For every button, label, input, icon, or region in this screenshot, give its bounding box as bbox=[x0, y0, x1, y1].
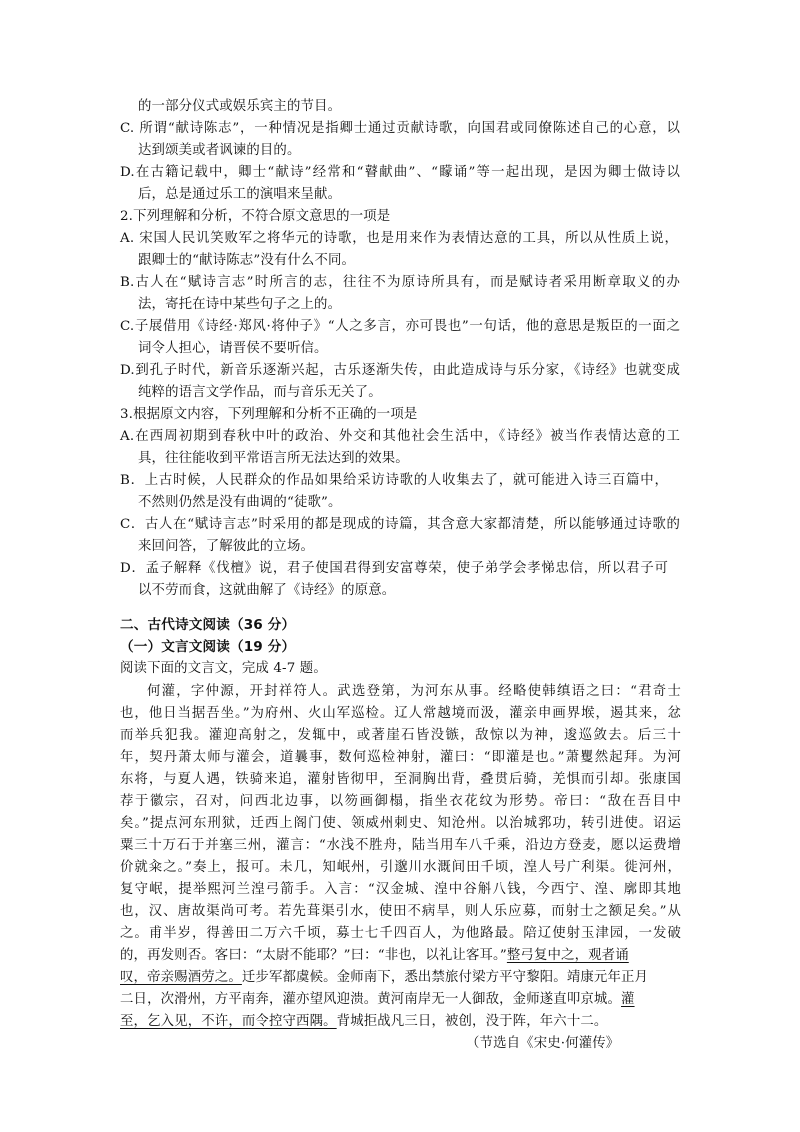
passage-line-10: 复守岷，提举熙河兰湟弓箭手。入言：“汉金城、湟中谷斛八钱，今西宁、湟、廓即其地 bbox=[120, 882, 681, 897]
q3-option-a: A.在西周初期到春秋中叶的政治、外交和其他社会生活中，《诗经》被当作表情达意的工 bbox=[120, 429, 680, 444]
underlined-sentence-1a: 整弓复中之，观者诵 bbox=[506, 948, 629, 963]
underlined-sentence-2b: 至，乞入见，不许，而令控守西隅。 bbox=[120, 1014, 337, 1029]
q3-stem: 3.根据原文内容，下列理解和分析不正确的一项是 bbox=[120, 407, 418, 422]
passage-source: （节选自《宋史·何灌传》 bbox=[466, 1036, 620, 1051]
passage-line-7: 矣。”提点河东刑狱，迁西上阁门使、领威州刺史、知沧州。以治城郛功，转引进使。诏运 bbox=[120, 816, 681, 831]
passage-line-9: 价就籴之。”奏上，报可。未几，知岷州，引邈川水溉间田千顷，湟人号广利渠。徙河州， bbox=[120, 860, 681, 875]
q1-option-d: D.在古籍记载中，卿士“献诗”经常和“瞽献曲”、“矇诵”等一起出现，是因为卿士做诗以 bbox=[120, 165, 680, 180]
passage-line-5: 东将，与夏人遇，铁骑来追，灌射皆彻甲，至洞胸出背，叠贯后骑，羌惧而引却。张康国 bbox=[120, 772, 681, 787]
passage-line-14 bbox=[120, 967, 648, 989]
q3-option-b: B．上古时候，人民群众的作品如果给采访诗歌的人收集去了，就可能进入诗三百篇中， bbox=[120, 473, 668, 488]
passage-line-11: 也，汉、唐故渠尚可考。若先葺渠引水，使田不病旱，则人乐应募，而射士之额足矣。”从 bbox=[120, 904, 681, 919]
passage-line-4: 年，契丹萧太师与灌会，道曩事，数何巡检神射，灌曰：“即灌是也。”萧矍然起拜。为河 bbox=[120, 750, 681, 765]
q1-option-d-cont: 后，总是通过乐工的演唱来呈献。 bbox=[138, 187, 342, 202]
q3-option-d-cont: 以不劳而食，这就曲解了《诗经》的原意。 bbox=[138, 583, 396, 598]
q2-option-d-cont: 纯粹的语言文学作品，而与音乐无关了。 bbox=[138, 385, 382, 400]
underlined-sentence-1b: 叹，帝亲赐酒劳之。 bbox=[120, 970, 242, 985]
q2-option-b-cont: 法，寄托在诗中某些句子之上的。 bbox=[138, 297, 342, 312]
q3-option-c: C．古人在“赋诗言志”时采用的都是现成的诗篇，其含意大家都清楚，所以能够通过诗歌的 bbox=[120, 517, 680, 532]
passage-line-13 bbox=[120, 945, 629, 967]
q2-option-b: B.古人在“赋诗言志”时所言的志，往往不为原诗所具有，而是赋诗者采用断章取义的办 bbox=[120, 275, 680, 290]
q2-stem: 2.下列理解和分析，不符合原文意思的一项是 bbox=[120, 209, 391, 224]
passage-line-3: 而举兵犯我。灌迎高射之，发辄中，或著崖石皆没镞，敌惊以为神，逡巡敛去。后三十 bbox=[120, 728, 681, 743]
passage-line-6: 荐于徽宗，召对，问西北边事，以笏画御榻，指坐衣花纹为形势。帝曰：“敌在吾目中 bbox=[120, 794, 681, 809]
passage-line-15-text: 二日，次滑州，方平南奔，灌亦望风迎溃。黄河南岸无一人御敌，金师遂直叩京城。 bbox=[120, 992, 622, 1007]
q2-option-a-cont: 跟卿士的“献诗陈志”没有什么不同。 bbox=[138, 253, 356, 268]
subsection-heading: （一）文言文阅读（19 分） bbox=[120, 639, 296, 655]
q2-option-c: C.子展借用《诗经·郑风·将仲子》“人之多言，亦可畏也”一句话，他的意思是叛臣的一面之 bbox=[120, 319, 680, 334]
q1-option-c-cont: 达到颂美或者讽谏的目的。 bbox=[138, 143, 301, 158]
passage-line-14-text: 迁步军都虞候。金师南下，悉出禁旅付梁方平守黎阳。靖康元年正月 bbox=[241, 970, 649, 985]
q2-option-a: A. 宋国人民讥笑败军之将华元的诗歌，也是用来作为表情达意的工具，所以从性质上说， bbox=[120, 231, 678, 246]
passage-line-8: 粟三十万石于并塞三州，灌言：“水浅不胜舟，陆当用车八千乘，沿边方登麦，愿以运费增 bbox=[120, 838, 681, 853]
underlined-sentence-2a: 灌 bbox=[621, 992, 635, 1007]
q1-option-c: C. 所谓“献诗陈志”，一种情况是指卿士通过贡献诗歌，向国君或同僚陈述自己的心意，以 bbox=[120, 121, 680, 136]
passage-line-15 bbox=[120, 989, 635, 1011]
passage-line-1: 何灌，字仲源，开封祥符人。武选登第，为河东从事。经略使韩缜语之曰：“君奇士 bbox=[147, 684, 681, 699]
q1-option-b-continuation: 的一部分仪式或娱乐宾主的节目。 bbox=[138, 99, 342, 114]
section-heading: 二、古代诗文阅读（36 分） bbox=[120, 617, 296, 633]
q3-option-b-cont: 不然则仍然是没有曲调的“徒歌”。 bbox=[138, 495, 342, 510]
passage-line-16 bbox=[120, 1011, 607, 1033]
q3-option-c-cont: 来回问答，了解彼此的立场。 bbox=[138, 539, 315, 554]
passage-line-16-text: 背城拒战凡三日，被创，没于阵，年六十二。 bbox=[336, 1014, 608, 1029]
passage-instruction: 阅读下面的文言文，完成 4-7 题。 bbox=[120, 661, 327, 676]
passage-line-2: 也，他日当据吾坐。”为府州、火山军巡检。辽人常越境而汲，灌亲申画界堠，遏其来，忿 bbox=[120, 706, 681, 721]
q2-option-d: D.到孔子时代，新音乐逐渐兴起，古乐逐渐失传，由此造成诗与乐分家，《诗经》也就变成 bbox=[120, 363, 680, 378]
q3-option-a-cont: 具，往往能收到平常语言所无法达到的效果。 bbox=[138, 451, 409, 466]
passage-line-12: 之。甫半岁，得善田二万六千顷，募士七千四百人，为他路最。陪辽使射玉津园，一发破 bbox=[120, 926, 681, 941]
q2-option-c-cont: 词令人担心，请晋侯不要听信。 bbox=[138, 341, 328, 356]
q3-option-d: D．孟子解释《伐檀》说，君子使国君得到安富尊荣，使子弟学会孝悌忠信，所以君子可 bbox=[120, 561, 668, 576]
passage-line-13-text: 的，再发则否。客曰：“太尉不能耶？”曰：“非也，以礼让客耳。” bbox=[120, 948, 507, 963]
